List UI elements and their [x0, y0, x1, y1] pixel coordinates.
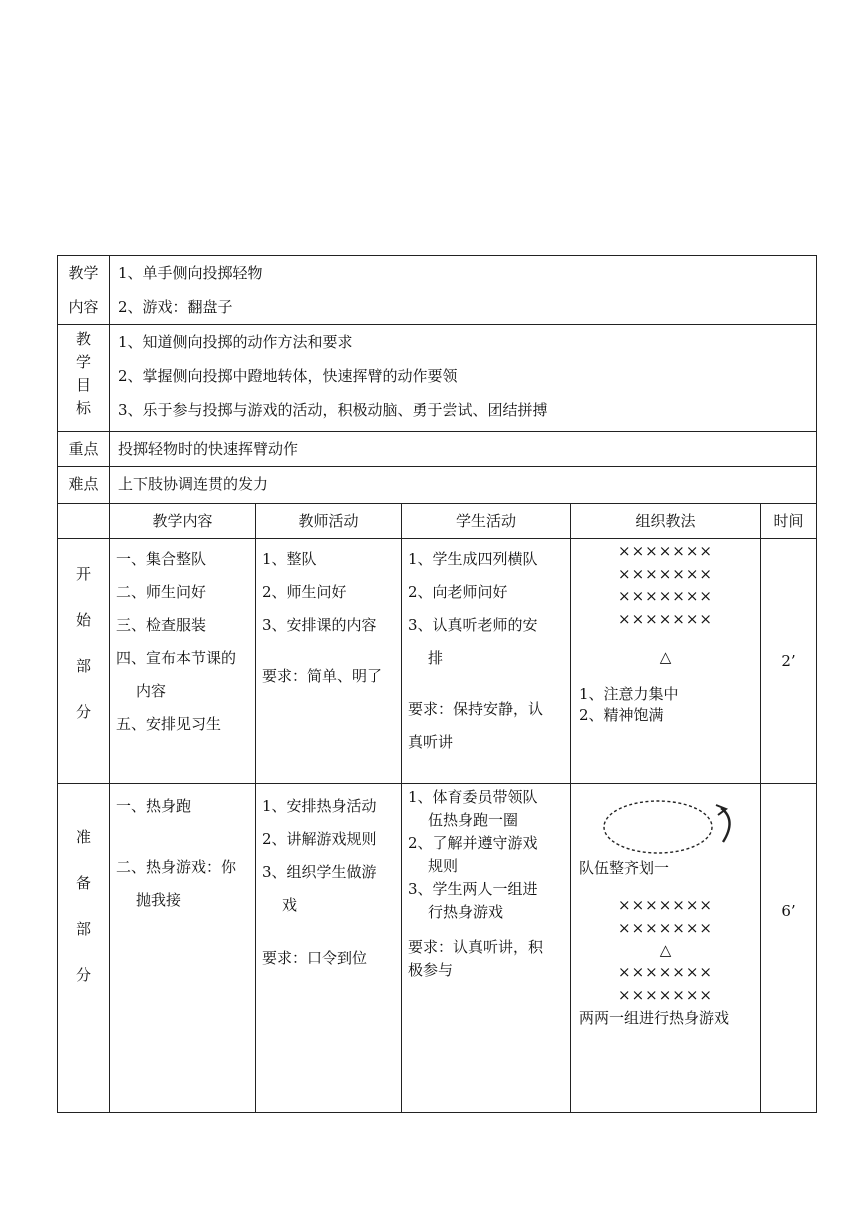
- teacher-marker: △: [659, 648, 672, 666]
- teacher-marker: △: [659, 941, 672, 959]
- start-notes: 1、注意力集中 2、精神饱满: [579, 685, 679, 724]
- content-label: 教学 内容: [58, 256, 110, 325]
- start-section-label: 开 始 部 分: [58, 539, 110, 784]
- header-time: 时间: [761, 504, 817, 539]
- prep-formation-top: ××××××× ×××××××: [618, 896, 713, 937]
- run-note: 队伍整齐划一: [579, 859, 670, 877]
- prep-section-row: [58, 784, 817, 1113]
- running-loop-icon: [603, 800, 743, 858]
- goal-text: 1、知道侧向投掷的动作方法和要求 2、掌握侧向投掷中蹬地转体，快速挥臂的动作要领 3、乐于参与投掷与游戏的活动，积极动脑、勇于尝试、团结拼搏: [110, 325, 817, 432]
- header-content: 教学内容: [110, 504, 256, 539]
- prep-formation-bottom: ××××××× ×××××××: [618, 963, 713, 1004]
- header-teacher: 教师活动: [256, 504, 402, 539]
- prep-student: 1、体育委员带领队 伍热身跑一圈 2、了解并遵守游戏 规则 3、学生两人一组进 行热身游戏 要求：认真听讲，积 极参与: [402, 784, 571, 1113]
- key-label: 重点: [58, 432, 110, 467]
- start-formation: ××××××× ××××××× ××××××× ×××××××: [618, 542, 713, 628]
- prep-organization: [571, 784, 761, 1113]
- prep-content: 一、热身跑 二、热身游戏：你 抛我接: [110, 784, 256, 1113]
- difficulty-row: [58, 467, 817, 504]
- lesson-plan-table: [57, 255, 817, 1113]
- start-time: 2’: [761, 539, 817, 784]
- goal-row: [58, 325, 817, 432]
- start-content: 一、集合整队 二、师生问好 三、检查服装 四、宣布本节课的 内容 五、安排见习生: [110, 539, 256, 784]
- key-text: 投掷轻物时的快速挥臂动作: [110, 432, 817, 467]
- prep-time: 6’: [761, 784, 817, 1113]
- start-section-row: [58, 539, 817, 784]
- column-header-row: [58, 504, 817, 539]
- key-row: [58, 432, 817, 467]
- prep-teacher: 1、安排热身活动 2、讲解游戏规则 3、组织学生做游 戏 要求：口令到位: [256, 784, 402, 1113]
- content-row: [58, 256, 817, 325]
- game-note: 两两一组进行热身游戏: [579, 1009, 730, 1027]
- goal-label: 教 学 目 标: [58, 325, 110, 432]
- start-student: 1、学生成四列横队 2、向老师问好 3、认真听老师的安 排 要求：保持安静，认 真听讲: [402, 539, 571, 784]
- header-organization: 组织教法: [571, 504, 761, 539]
- start-teacher: 1、整队 2、师生问好 3、安排课的内容 要求：简单、明了: [256, 539, 402, 784]
- difficulty-text: 上下肢协调连贯的发力: [110, 467, 817, 504]
- header-student: 学生活动: [402, 504, 571, 539]
- content-text: 1、单手侧向投掷轻物 2、游戏：翻盘子: [110, 256, 817, 325]
- difficulty-label: 难点: [58, 467, 110, 504]
- header-blank: [58, 504, 110, 539]
- prep-section-label: 准 备 部 分: [58, 784, 110, 1113]
- start-organization: [571, 539, 761, 784]
